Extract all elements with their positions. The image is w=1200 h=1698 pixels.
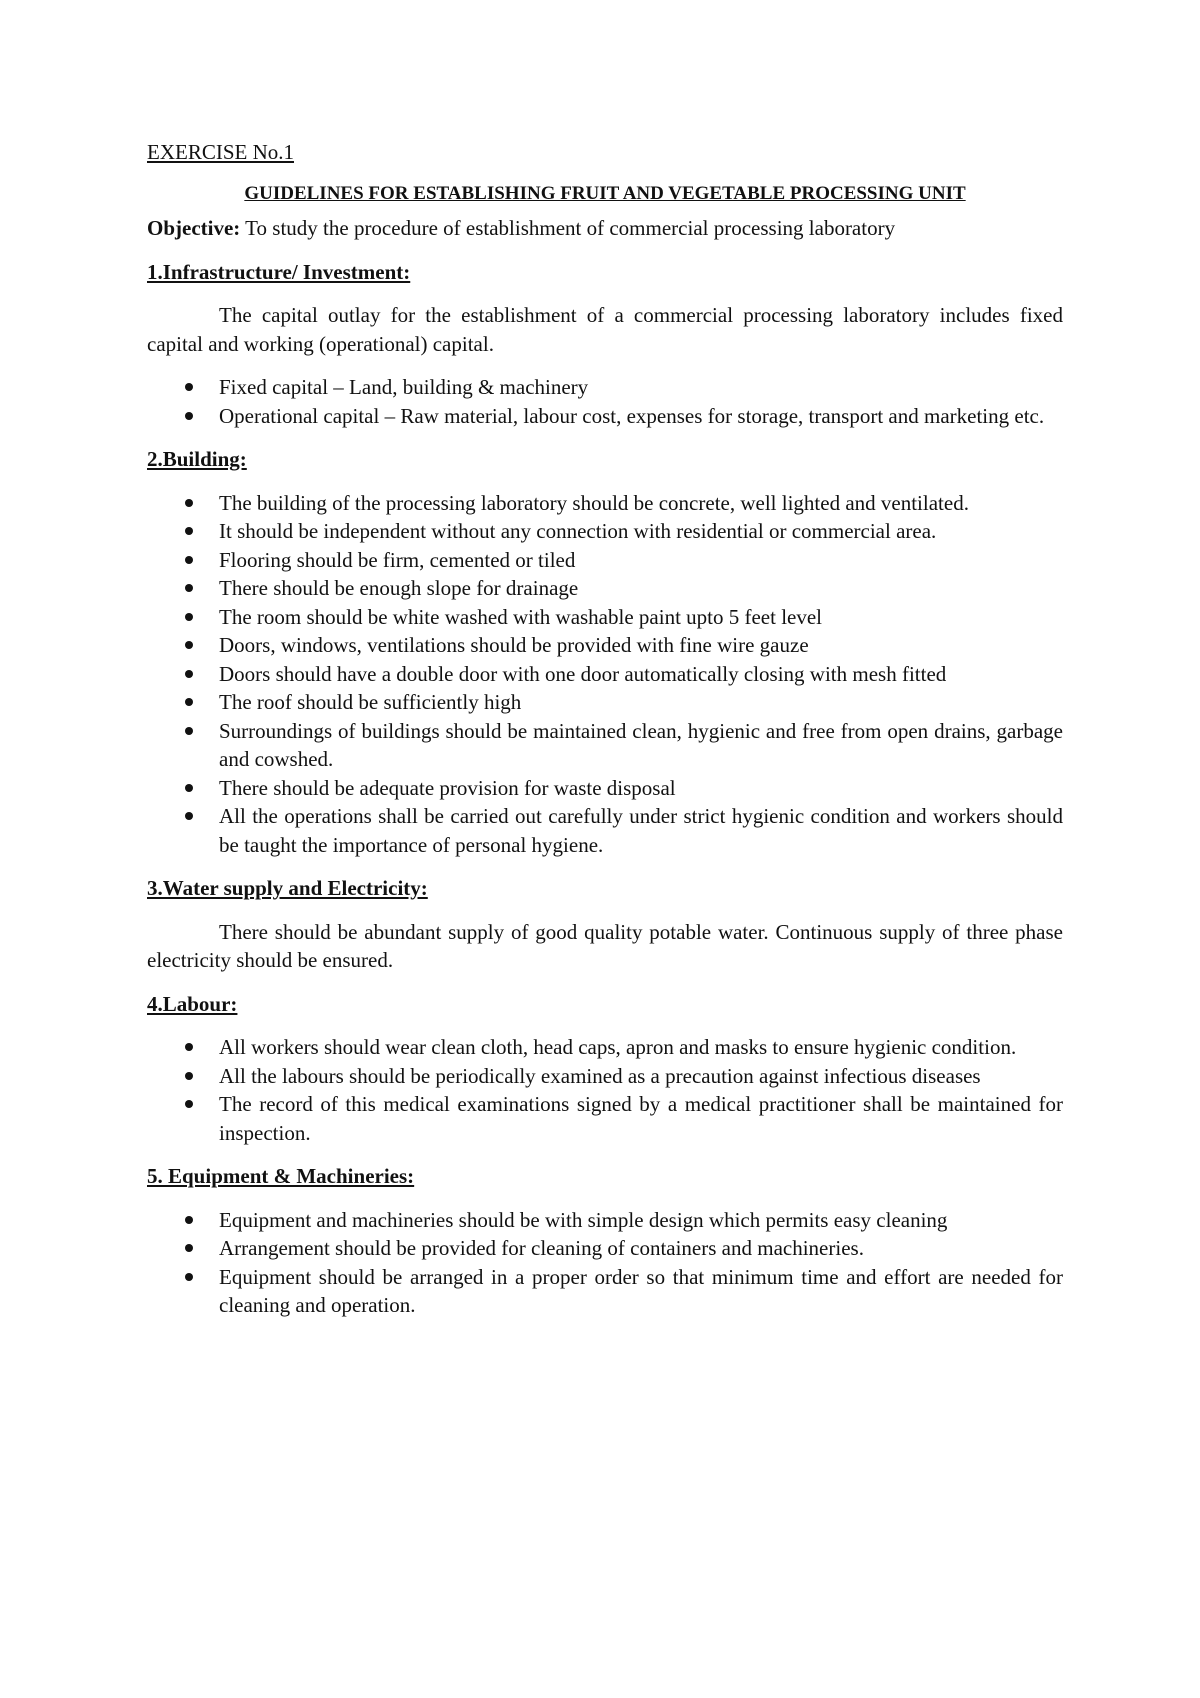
bullet-list-labour: [147, 1033, 1063, 1147]
section-heading-water-electricity: 3.Water supply and Electricity:: [147, 876, 428, 900]
list-item-text: The roof should be sufficiently high: [219, 690, 522, 714]
section-heading-equipment: 5. Equipment & Machineries:: [147, 1164, 415, 1188]
list-item-text: It should be independent without any connection with residential or commercial area.: [219, 519, 937, 543]
bullet-icon: [185, 499, 193, 507]
list-item-text: Operational capital – Raw material, labour cost, expenses for storage, transport and marketing etc.: [219, 403, 1045, 428]
objective-line: [147, 214, 1063, 243]
exercise-title: EXERCISE No.1: [147, 140, 294, 164]
list-item-text: All the operations shall be carried out carefully under strict hygienic condition and workers should be taught the importance of personal hygiene.: [219, 804, 1063, 857]
list-item-text: The room should be white washed with washable paint upto 5 feet level: [219, 604, 823, 629]
bullet-icon: [185, 784, 193, 792]
objective-label: Objective:: [147, 216, 241, 240]
list-item: [147, 631, 1063, 660]
list-item: [147, 1090, 1063, 1147]
list-item: [147, 660, 1063, 689]
list-item: [147, 717, 1063, 774]
section-heading-infrastructure: 1.Infrastructure/ Investment:: [147, 259, 411, 284]
list-item-text: Doors, windows, ventilations should be provided with fine wire gauze: [219, 633, 809, 657]
list-item: [147, 546, 1063, 575]
list-item: [147, 1062, 1063, 1091]
list-item-text: Equipment should be arranged in a proper order so that minimum time and effort are needed for cleaning and operation.: [219, 1264, 1063, 1317]
bullet-icon: [185, 1043, 193, 1051]
bullet-icon: [185, 641, 193, 649]
section-heading-building: 2.Building:: [147, 447, 247, 471]
list-item-text: Equipment and machineries should be with simple design which permits easy cleaning: [219, 1207, 948, 1232]
bullet-list-building: [147, 489, 1063, 860]
objective-text: To study the procedure of establishment of commercial processing laboratory: [240, 216, 896, 240]
bullet-icon: [185, 1273, 193, 1281]
list-item: [147, 574, 1063, 603]
section-paragraph-infrastructure: The capital outlay for the establishment of a commercial processing laboratory includes fixed capital and working (operational) capital.: [147, 303, 1063, 356]
bullet-icon: [185, 383, 193, 391]
bullet-icon: [185, 670, 193, 678]
bullet-icon: [185, 1100, 193, 1108]
document-page: [147, 138, 1063, 1335]
list-item-text: All workers should wear clean cloth, head caps, apron and masks to ensure hygienic condition.: [219, 1035, 1017, 1059]
list-item: [147, 774, 1063, 803]
list-item: [147, 402, 1063, 431]
bullet-icon: [185, 527, 193, 535]
bullet-icon: [185, 1244, 193, 1252]
list-item-text: There should be adequate provision for waste disposal: [219, 775, 676, 800]
bullet-icon: [185, 1216, 193, 1224]
list-item: [147, 1263, 1063, 1320]
bullet-icon: [185, 727, 193, 735]
list-item: [147, 489, 1063, 518]
bullet-icon: [185, 556, 193, 564]
list-item: [147, 517, 1063, 546]
list-item-text: There should be enough slope for drainage: [219, 576, 579, 600]
bullet-icon: [185, 584, 193, 592]
list-item-text: All the labours should be periodically examined as a precaution against infectious diseases: [219, 1063, 981, 1088]
list-item: [147, 373, 1063, 402]
list-item-text: The building of the processing laboratory should be concrete, well lighted and ventilated.: [219, 490, 969, 515]
bullet-icon: [185, 812, 193, 820]
list-item-text: Flooring should be firm, cemented or tiled: [219, 547, 576, 572]
list-item-text: Doors should have a double door with one door automatically closing with mesh fitted: [219, 661, 947, 686]
list-item: [147, 688, 1063, 717]
bullet-icon: [185, 613, 193, 621]
list-item-text: Arrangement should be provided for cleaning of containers and machineries.: [219, 1236, 864, 1260]
bullet-icon: [185, 1072, 193, 1080]
list-item: [147, 1234, 1063, 1263]
list-item: [147, 603, 1063, 632]
main-title: GUIDELINES FOR ESTABLISHING FRUIT AND VEGETABLE PROCESSING UNIT: [244, 183, 966, 204]
bullet-icon: [185, 412, 193, 420]
list-item-text: Fixed capital – Land, building & machinery: [219, 375, 589, 399]
list-item: [147, 802, 1063, 859]
section-paragraph-water-electricity: There should be abundant supply of good quality potable water. Continuous supply of three phase electricity should be ensured.: [147, 919, 1063, 972]
list-item: [147, 1033, 1063, 1062]
bullet-list-equipment: [147, 1206, 1063, 1320]
list-item-text: Surroundings of buildings should be maintained clean, hygienic and free from open drains, garbage and cowshed.: [219, 718, 1063, 771]
bullet-icon: [185, 698, 193, 706]
list-item: [147, 1206, 1063, 1235]
bullet-list-infrastructure: [147, 373, 1063, 430]
section-heading-labour: 4.Labour:: [147, 991, 238, 1016]
list-item-text: The record of this medical examinations signed by a medical practitioner shall be maintained for inspection.: [219, 1092, 1063, 1145]
